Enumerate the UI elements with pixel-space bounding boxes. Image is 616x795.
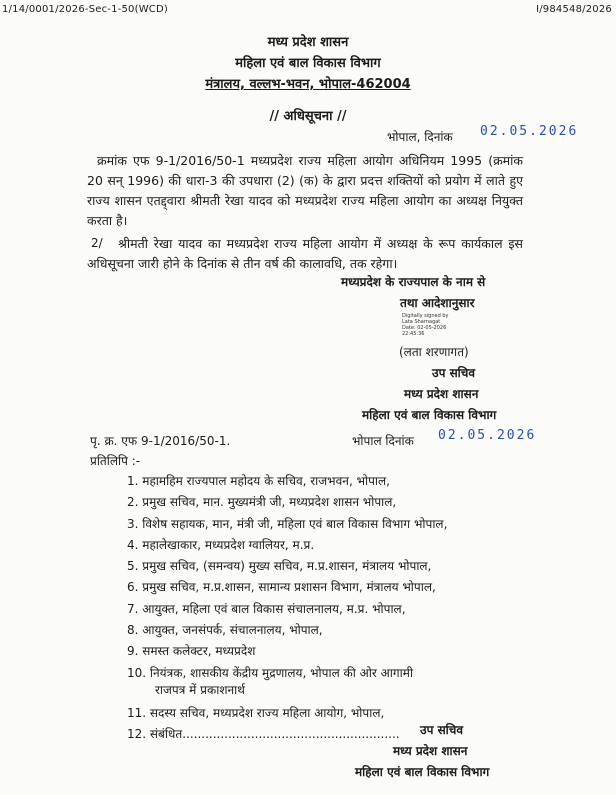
govt-heading: मध्य प्रदेश शासन <box>267 35 349 50</box>
notification-paragraph-1: क्रमांक एफ 9-1/2016/50-1 मध्यप्रदेश राज्य महिला आयोग अधिनियम 1995 (क्रमांक 20 सन् 1996) की धारा-3 की उपधारा (2) (क) के द्वारा प्रदत्त शक्तियों को प्रयोग में लाते हुए राज्य शासन एतद्द्वारा श्रीमती रेखा यादव को मध्यप्रदेश राज्य महिला आयोग का अध्यक्ष नियुक्त करता है। <box>87 153 523 228</box>
digital-signature-stamp: Digitally signed by Lata Sharnagat Date: 02-05-2026 22:45:36 <box>402 313 449 337</box>
signatory-govt: मध्य प्रदेश शासन <box>404 387 479 401</box>
copy-heading: प्रतिलिपि :- <box>90 454 141 468</box>
paragraph-2-number: 2/ <box>91 236 103 250</box>
signatory-dept: महिला एवं बाल विकास विभाग <box>362 408 497 422</box>
list-item: 4. महालेखाकार, मध्यप्रदेश ग्वालियर, म.प्र. <box>127 537 315 552</box>
list-item: 2. प्रमुख सचिव, मान. मुख्यमंत्री जी, मध्यप्रदेश शासन भोपाल, <box>127 495 397 510</box>
list-item-continuation: राजपत्र में प्रकाशनार्थ <box>155 682 245 697</box>
address-heading: मंत्रालय, वल्लभ-भवन, भोपाल-462004 <box>205 77 411 92</box>
copy-handwritten-date: 02.05.2026 <box>438 428 537 443</box>
file-reference: 1/14/0001/2026-Sec-1-50(WCD) <box>2 4 168 15</box>
list-item: 1. महामहिम राज्यपाल महोदय के सचिव, राजभवन, भोपाल, <box>127 474 390 488</box>
governor-name-line: मध्यप्रदेश के राज्यपाल के नाम से <box>341 275 486 289</box>
handwritten-date: 02.05.2026 <box>480 124 579 139</box>
copy-reference: पृ. क्र. एफ 9-1/2016/50-1. <box>90 434 231 448</box>
receipt-reference: I/984548/2026 <box>536 4 612 15</box>
copy-date-label: भोपाल दिनांक <box>352 434 414 448</box>
list-item: 3. विशेष सहायक, मान, मंत्री जी, महिला एवं बाल विकास विभाग भोपाल, <box>127 516 448 531</box>
list-item: 11. सदस्य सचिव, मध्यप्रदेश राज्य महिला आयोग, भोपाल, <box>127 705 385 720</box>
signatory-name: (लता शरणागत) <box>399 345 469 359</box>
notification-paragraph-2: श्रीमती रेखा यादव का मध्यप्रदेश राज्य महिला आयोग में अध्यक्ष के रूप कार्यकाल इस अधिसूचना जारी होने के दिनांक से तीन वर्ष की कालावधि, तक रहेगा। <box>87 236 523 271</box>
footer-designation: उप सचिव <box>420 723 464 737</box>
footer-dept: महिला एवं बाल विकास विभाग <box>355 765 490 779</box>
dept-heading: महिला एवं बाल विकास विभाग <box>235 56 381 71</box>
place-date-label: भोपाल, दिनांक <box>387 130 453 144</box>
list-item: 7. आयुक्त, महिला एवं बाल विकास संचालनालय, म.प्र. भोपाल, <box>127 601 406 616</box>
list-item: 10. नियंत्रक, शासकीय केंद्रीय मुद्रणालय, भोपाल की ओर आगामी राजपत्र में प्रकाशनार्थ <box>127 663 447 703</box>
signatory-designation: उप सचिव <box>432 366 476 380</box>
notification-title: // अधिसूचना // <box>269 109 347 124</box>
footer-govt: मध्य प्रदेश शासन <box>393 744 468 758</box>
list-item: 5. प्रमुख सचिव, (समन्वय) मुख्य सचिव, म.प्र.शासन, मंत्रालय भोपाल, <box>127 559 432 574</box>
order-line: तथा आदेशानुसार <box>400 296 475 310</box>
list-item: 8. आयुक्त, जनसंपर्क, संचालनालय, भोपाल, <box>127 623 323 638</box>
list-item: 12. संबंधित......................................................... <box>127 726 400 741</box>
list-item: 6. प्रमुख सचिव, म.प्र.शासन, सामान्य प्रशासन विभाग, मंत्रालय भोपाल, <box>127 580 436 595</box>
recipient-list <box>127 471 447 745</box>
list-item: 9. समस्त कलेक्टर, मध्यप्रदेश <box>127 644 256 659</box>
